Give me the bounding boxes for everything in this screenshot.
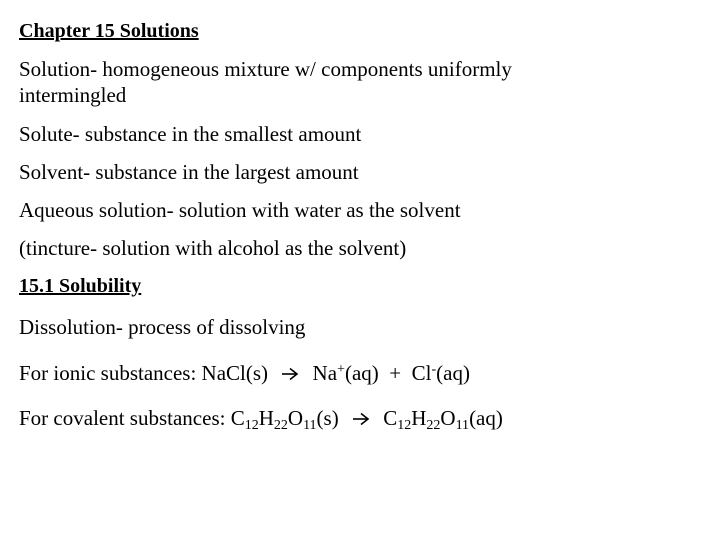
dissolution-definition: Dissolution- process of dissolving [19,315,306,339]
cl-charge: - [431,362,437,377]
product-o-subscript: 11 [455,418,470,433]
cl-state: (aq) [436,361,470,385]
reactant-o: O [287,406,304,430]
definition-solute: Solute- substance in the smallest amount [19,122,362,146]
ionic-equation [19,360,470,386]
reactant-state: (s) [316,406,339,430]
plus-sign: + [389,361,402,385]
na-state: (aq) [344,361,379,385]
product-o: O [440,406,456,430]
covalent-label: For covalent substances: C [19,406,245,430]
product-c: C [383,406,398,430]
na-charge: + [337,362,345,377]
section-title: 15.1 Solubility [19,275,142,297]
na-symbol: Na [312,361,338,385]
cl-symbol: Cl [411,361,432,385]
definition-solvent: Solvent- substance in the largest amount [19,160,359,184]
product-h-subscript: 22 [426,418,441,433]
reactant-c-subscript: 12 [244,418,259,433]
ionic-label: For ionic substances: NaCl(s) [19,361,269,385]
product-state: (aq) [469,406,503,430]
definition-aqueous-solution: Aqueous solution- solution with water as the solvent [19,198,461,222]
covalent-equation [19,405,503,431]
definition-tincture: (tincture- solution with alcohol as the solvent) [19,236,407,260]
product-h: H [411,406,427,430]
product-c-subscript: 12 [397,418,412,433]
right-arrow-icon [352,404,370,430]
right-arrow-icon [281,359,299,385]
reactant-h: H [258,406,274,430]
reactant-h-subscript: 22 [273,418,288,433]
reactant-o-subscript: 11 [303,418,317,433]
chapter-title: Chapter 15 Solutions [19,20,199,42]
definition-solution: Solution- homogeneous mixture w/ components uniformly intermingled [19,57,512,107]
